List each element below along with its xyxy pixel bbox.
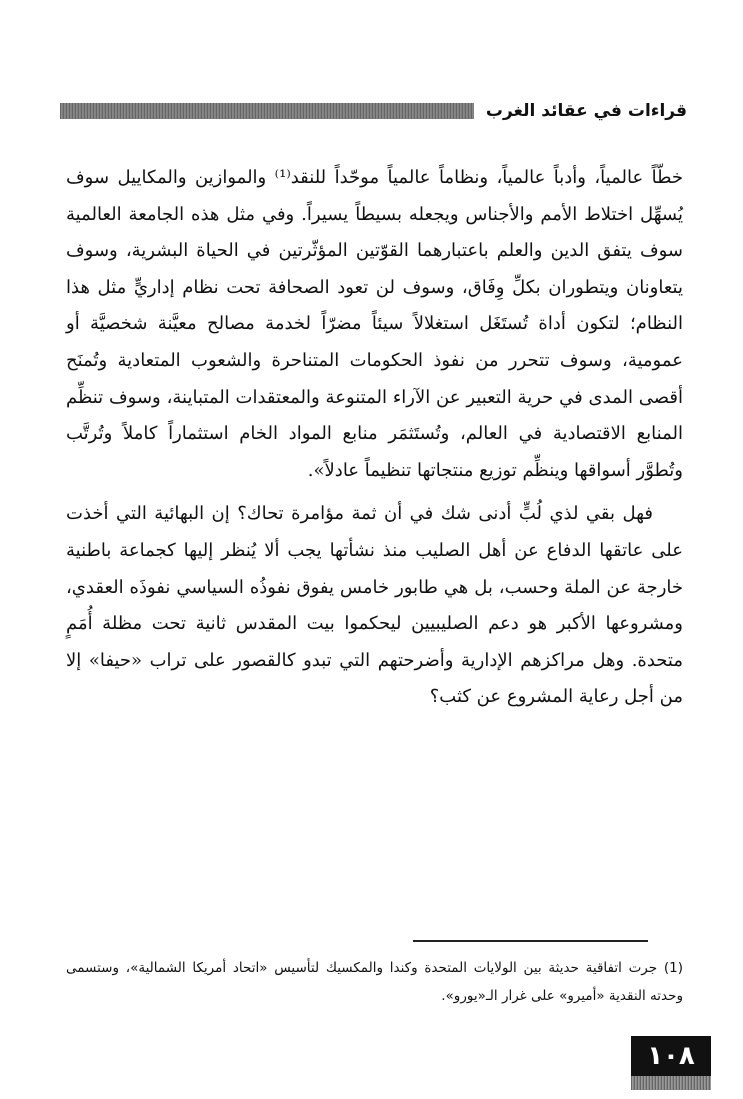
running-header-title: قراءات في عقائد الغرب [485,101,687,121]
running-header [60,98,687,124]
footnote: (1) جرت اتفاقية حديثة بين الولايات المتحدة وكندا والمكسيك لتأسيس «اتحاد أمريكا الشمالية»، وستسمى وحدته النقدية «أميرو» على غرار الـ«يورو». [66,960,683,1004]
paragraph-1: خطّاً عالمياً، وأدباً عالمياً، ونظاماً عالمياً موحّداً للنقد⁽¹⁾ والموازين والمكاييل سوف يُسهِّل اختلاط الأمم والأجناس ويجعله بسيطاً يسيراً. وفي مثل هذه الجامعة العالمية سوف يتفق الدين والعلم باعتبارهما القوّتين المؤثّرتين في الحياة البشرية، وسوف يتعاونان ويتطوران بكلِّ وِفَاق، وسوف لن تعود الصحافة تحت نظام إداريٍّ مثل هذا النظام؛ لتكون أداة تُستَغَل استغلالاً سيئاً مضرّاً لخدمة مصالح معيَّنة شخصيَّة أو عمومية، وسوف تتحرر من نفوذ الحكومات المتناحرة والشعوب المتعادية وتُمنَح أقصى المدى في حرية التعبير عن الآراء المتنوعة والمعتقدات المتباينة، وسوف تنظِّم المنابع الاقتصادية في العالم، وتُستَثمَر منابع المواد الخام استثماراً كاملاً وتُرتَّب وتُطوَّر أسواقها وينظِّم توزيع منتجاتها تنظيماً عادلاً». [66,167,683,481]
footnote-separator [413,940,648,942]
paragraph-2: فهل بقي لذي لُبٍّ أدنى شك في أن ثمة مؤامرة تحاك؟ إن البهائية التي أخذت على عاتقها الدفاع عن أهل الصليب منذ نشأتها يجب ألا يُنظر إليها كجماعة باطنية خارجة عن الملة وحسب، بل هي طابور خامس يفوق نفوذُه السياسي نفوذَه العقدي، ومشروعها الأكبر هو دعم الصليبيين ليحكموا بيت المقدس ثانية تحت مظلة أُمَمٍ متحدة. وهل مراكزهم الإدارية وأضرحتهم التي تبدو كالقصور على تراب «حيفا» إلا من أجل رعاية المشروع عن كثب؟ [66,503,683,708]
page-number-decorative-strip [631,1076,711,1090]
header-decorative-bar [60,103,474,119]
main-text [66,160,683,716]
page-number: ١٠٨ [631,1036,711,1076]
